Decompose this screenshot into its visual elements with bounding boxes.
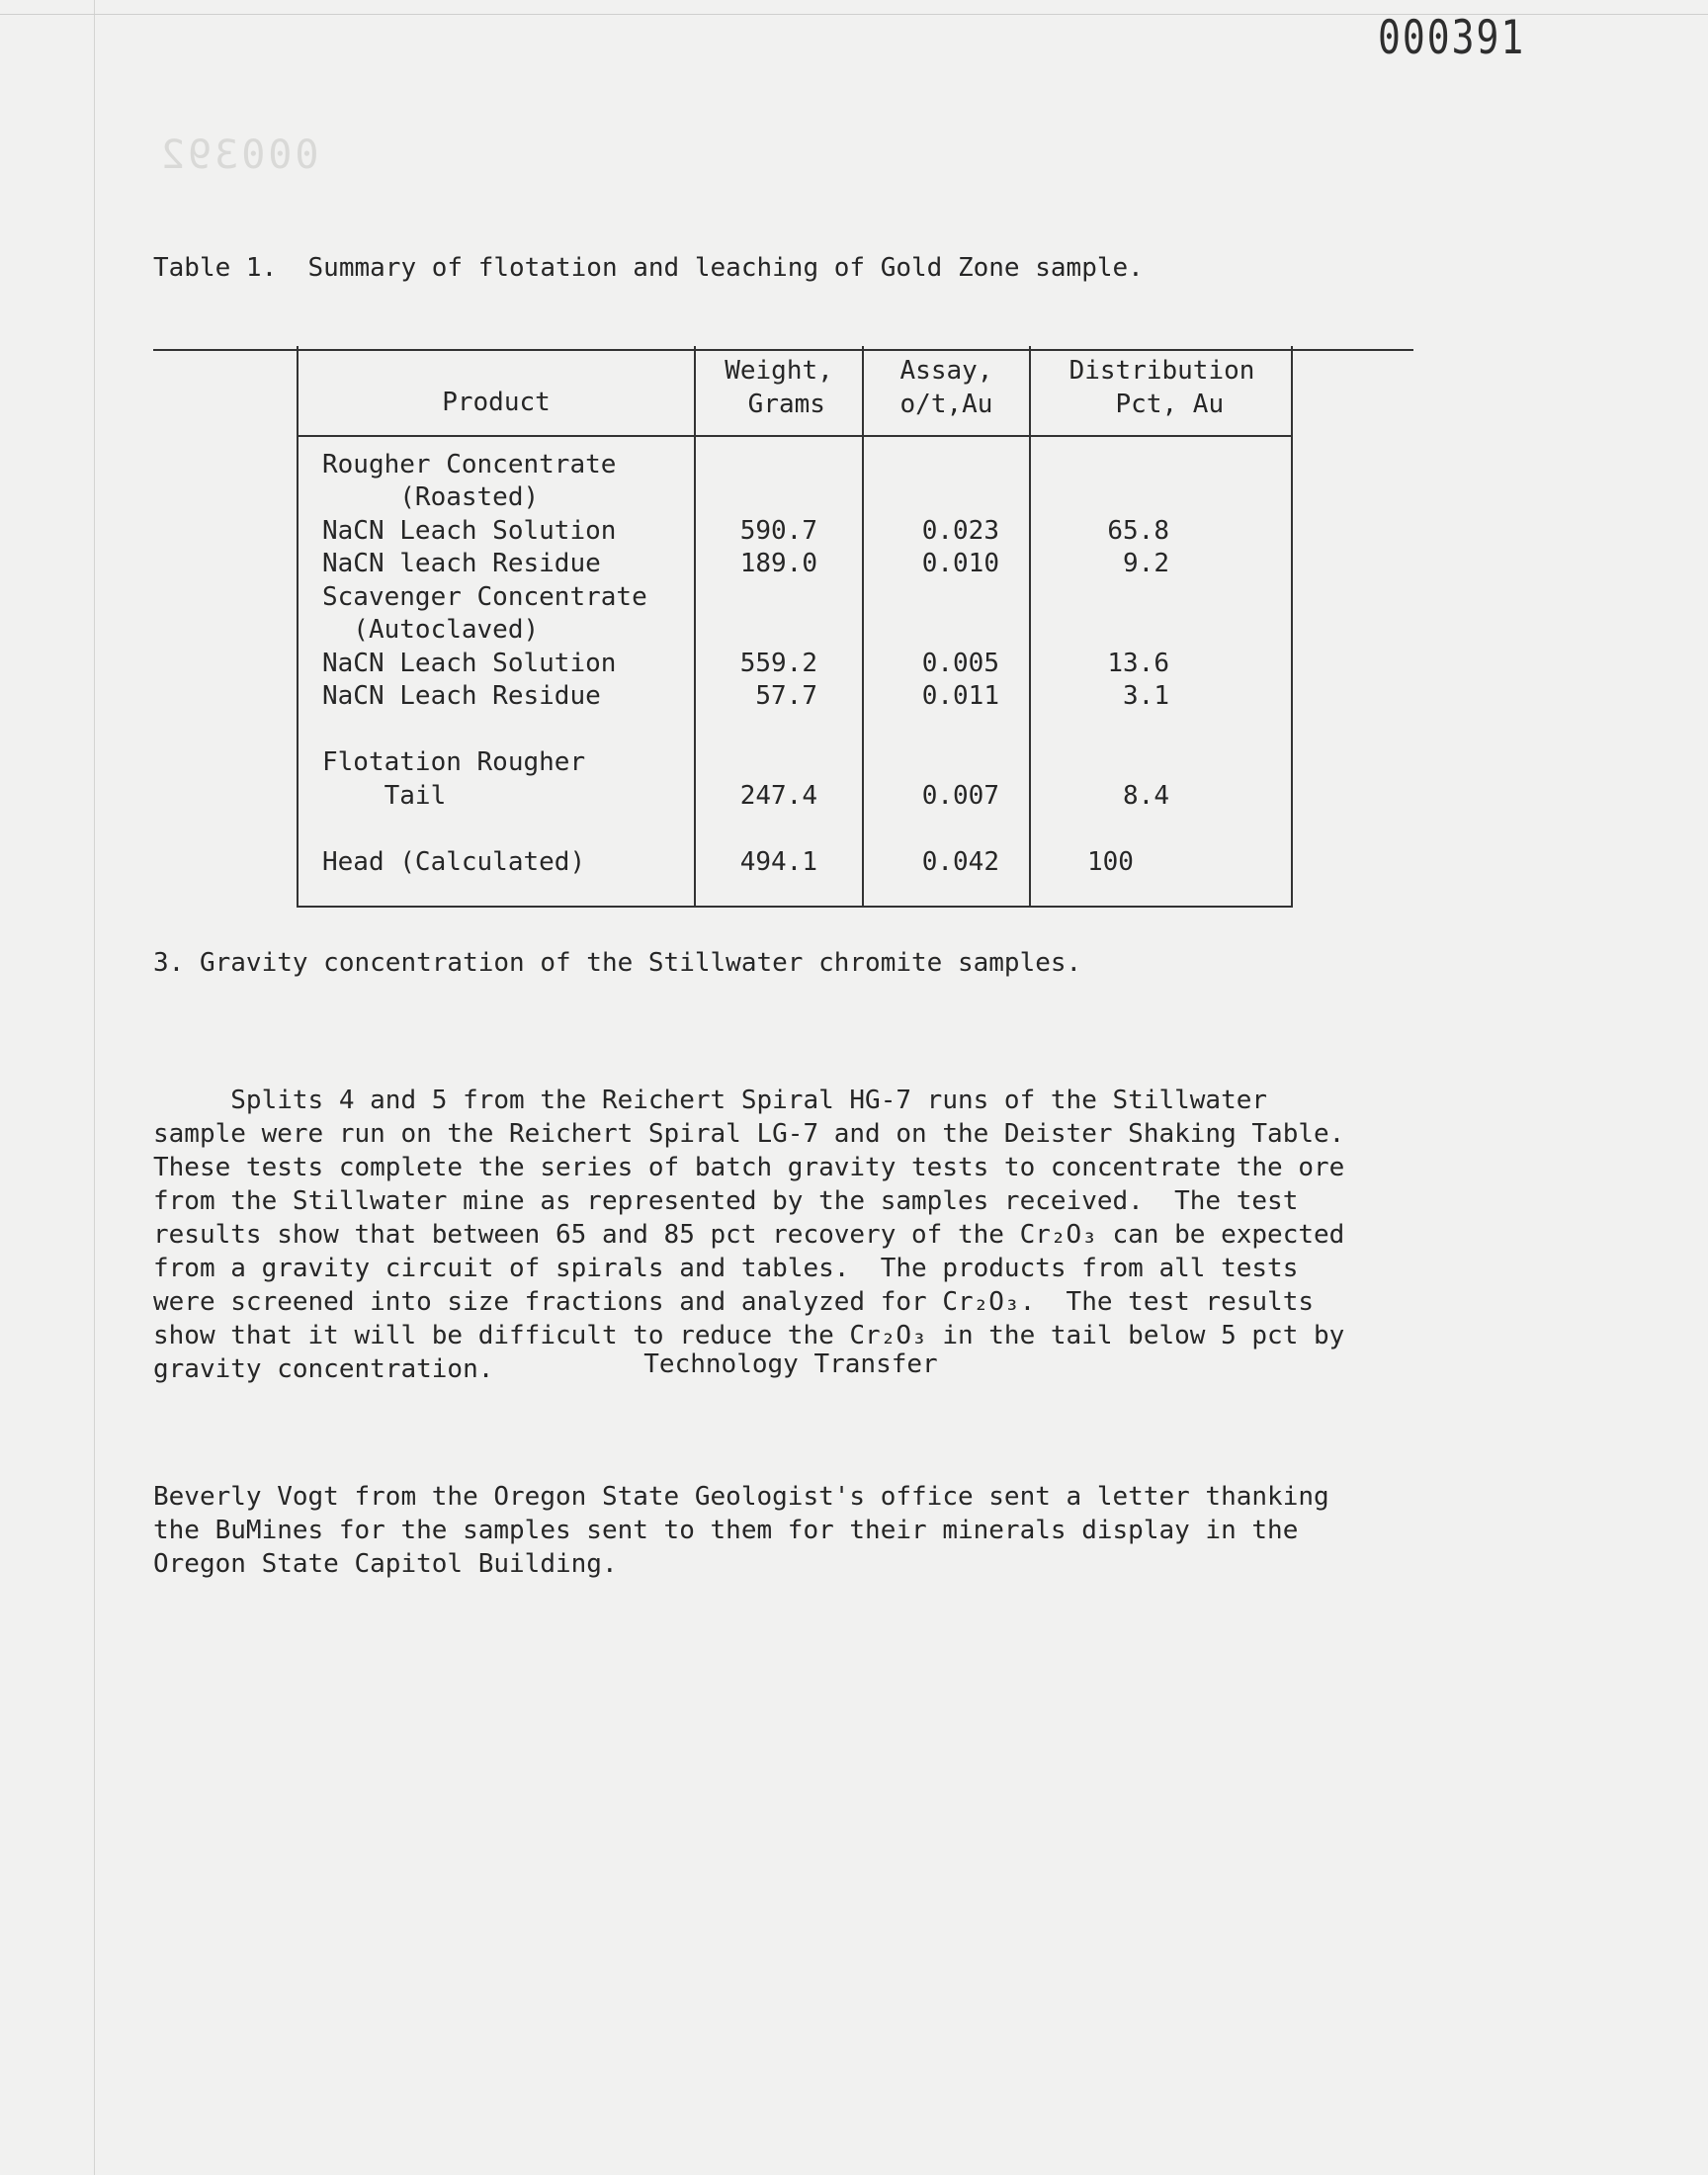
page-stamp-number: 000391 (1378, 10, 1526, 64)
technology-transfer-heading: Technology Transfer (643, 1349, 938, 1379)
header-product: Product (442, 388, 551, 417)
cell-distribution: 65.8 (1107, 516, 1169, 546)
cell-product: Rougher Concentrate (322, 450, 617, 479)
page-edge (94, 0, 95, 2175)
column-divider (862, 346, 864, 906)
cell-product: NaCN Leach Solution (322, 649, 617, 678)
cell-assay: 0.011 (921, 681, 999, 711)
cell-product: (Roasted) (322, 482, 540, 512)
cell-assay: 0.005 (921, 649, 999, 678)
cell-assay: 0.010 (921, 549, 999, 578)
header-weight: Weight, Grams (725, 356, 833, 419)
cell-weight: 57.7 (755, 681, 817, 711)
bleed-through-stamp: 000392 (158, 132, 319, 178)
cell-distribution: 3.1 (1123, 681, 1169, 711)
cell-product: Scavenger Concentrate (322, 582, 647, 612)
cell-weight: 247.4 (739, 781, 817, 811)
column-divider (1029, 346, 1031, 906)
cell-distribution: 100 (1087, 847, 1134, 877)
cell-product: NaCN Leach Solution (322, 516, 617, 546)
cell-product: Flotation Rougher (322, 747, 586, 777)
cell-distribution: 13.6 (1107, 649, 1169, 678)
cell-assay: 0.042 (921, 847, 999, 877)
cell-weight: 494.1 (739, 847, 817, 877)
column-divider (694, 346, 696, 906)
paragraph-text: Splits 4 and 5 from the Reichert Spiral HG-7 runs of the Stillwater sample were run on the Reichert Spiral LG-7 and on the Deister Shaking Table. These tests complete the series of batch gravity tests to concentrate the ore from the Stillwater mine as represented by the samples received. The test results show that between 65 and 85 pct recovery of the Cr₂O₃ can be expected from a gravity circuit of spirals and tables. The products from all tests were screened into size fractions and analyzed for Cr₂O₃. The test results show that it will be difficult to reduce the Cr₂O₃ in the tail below 5 pct by gravity concentration. (153, 1086, 1345, 1384)
cell-assay: 0.007 (921, 781, 999, 811)
cell-product: (Autoclaved) (322, 615, 540, 645)
cell-weight: 189.0 (739, 549, 817, 578)
cell-weight: 590.7 (739, 516, 817, 546)
header-divider (299, 435, 1291, 437)
cell-weight: 559.2 (739, 649, 817, 678)
technology-transfer-paragraph (153, 1413, 1438, 1614)
summary-table (297, 346, 1293, 908)
header-assay: Assay, o/t,Au (899, 356, 993, 419)
cell-product: NaCN Leach Residue (322, 681, 601, 711)
cell-assay: 0.023 (921, 516, 999, 546)
table-caption: Table 1. Summary of flotation and leaching of Gold Zone sample. (153, 253, 1144, 283)
cell-distribution: 8.4 (1123, 781, 1169, 811)
cell-product: NaCN leach Residue (322, 549, 601, 578)
cell-product: Tail (322, 781, 447, 811)
section-heading: 3. Gravity concentration of the Stillwater chromite samples. (153, 948, 1082, 978)
paragraph-text: Beverly Vogt from the Oregon State Geologist's office sent a letter thanking the BuMines for the samples sent to them for their minerals display in the Oregon State Capitol Building. (153, 1482, 1329, 1579)
cell-product: Head (Calculated) (322, 847, 586, 877)
header-distribution: Distribution Pct, Au (1068, 356, 1255, 419)
cell-distribution: 9.2 (1123, 549, 1169, 578)
